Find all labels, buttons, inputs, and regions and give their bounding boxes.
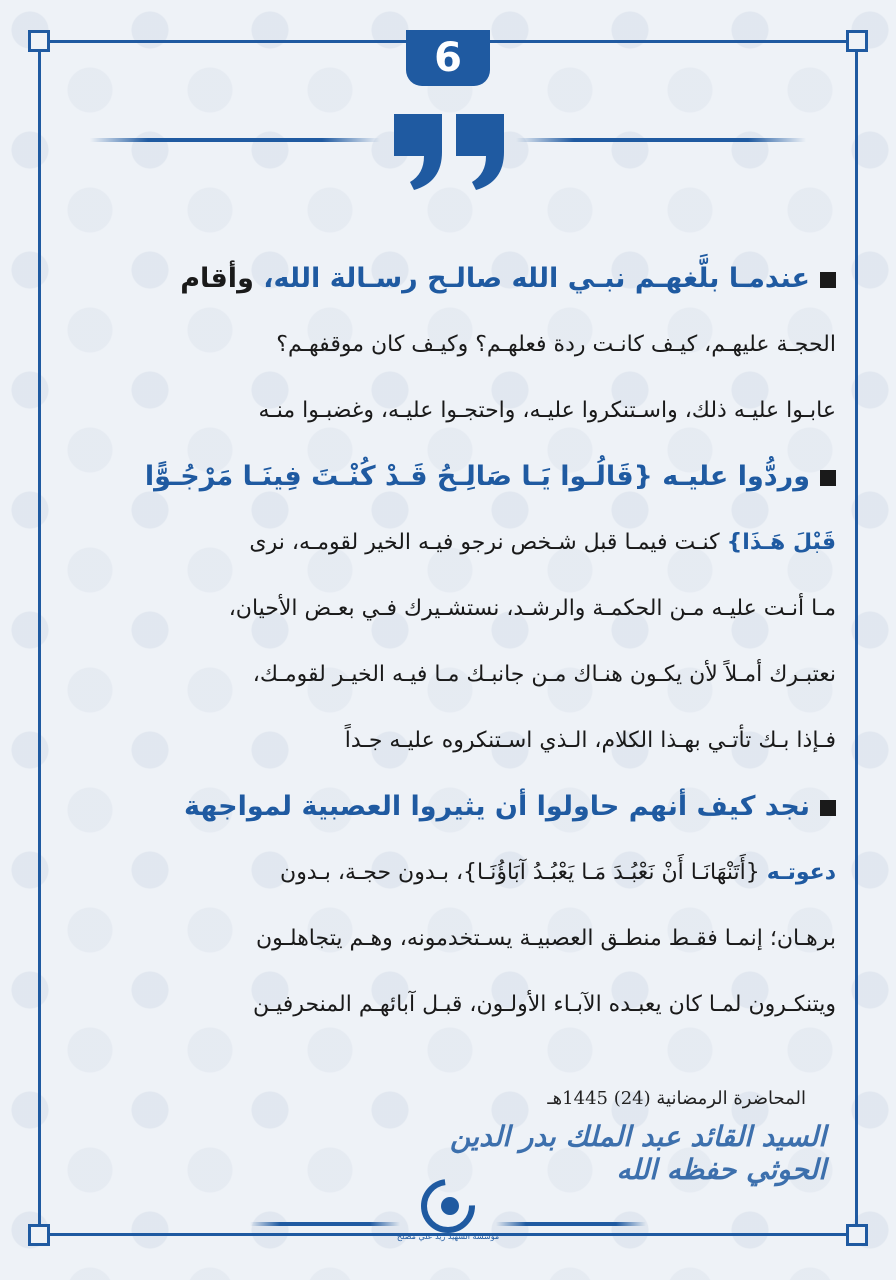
text-line xyxy=(60,972,836,1038)
corner-ornament-top-right xyxy=(846,30,868,52)
body-text: فـإذا بـك تأتـي بهـذا الكلام، الـذي اسـتنكروه عليـه جـداً xyxy=(344,728,836,753)
text-line xyxy=(60,774,836,840)
text-line xyxy=(60,840,836,906)
article-body xyxy=(60,246,836,1038)
text-line xyxy=(60,906,836,972)
body-text: عابـوا عليـه ذلك، واسـتنكروا عليـه، واحتجـوا عليـه، وغضبـوا منـه xyxy=(258,398,836,423)
body-text: مـا أنـت عليـه مـن الحكمـة والرشـد، نستشـيرك فـي بعـض الأحيان، xyxy=(228,596,836,621)
text-line xyxy=(60,708,836,774)
body-text: الحجـة عليهـم، كيـف كانـت ردة فعلهـم؟ وكيـف كان موقفهـم؟ xyxy=(276,332,836,357)
bullet-square-icon xyxy=(820,800,836,816)
highlighted-text: دعوتـه xyxy=(766,860,836,885)
lecture-reference: المحاضرة الرمضانية (24) 1445هـ xyxy=(547,1088,806,1109)
quote-mark-icon xyxy=(390,112,510,192)
body-text: ويتنكـرون لمـا كان يعبـده الآبـاء الأولـون، قبـل آبائهـم المنحرفيـن xyxy=(252,992,836,1017)
bullet-square-icon xyxy=(820,272,836,288)
highlighted-text: عندمـا بلَّغهـم نبـي الله صالـح رسـالة الله، xyxy=(263,263,810,294)
highlighted-text: وردُّوا عليـه {قَالُـوا يَـا صَالِـحُ قَـدْ كُنْـتَ فِينَـا مَرْجُـوًّا xyxy=(144,461,810,492)
logo-caption: مؤسسة الشهيد زيد علي مصلح xyxy=(396,1232,500,1241)
bullet-square-icon xyxy=(820,470,836,486)
footer-divider-left xyxy=(250,1222,400,1226)
body-text: كنـت فيمـا قبل شـخص نرجو فيـه الخير لقومـه، نرى xyxy=(249,530,727,555)
signature-calligraphy: السيد القائد عبد الملك بدر الدين الحوثي حفظه الله xyxy=(449,1120,826,1186)
foundation-logo-icon xyxy=(420,1178,476,1234)
body-text: برهـان؛ إنمـا فقـط منطـق العصبيـة يسـتخدمونه، وهـم يتجاهلـون xyxy=(255,926,836,951)
body-text: وأقام xyxy=(180,263,264,294)
page-number-badge: 6 xyxy=(406,30,490,86)
corner-ornament-top-left xyxy=(28,30,50,52)
body-text: نعتبـرك أمـلاً لأن يكـون هنـاك مـن جانبـك مـا فيـه الخيـر لقومـك، xyxy=(252,662,836,687)
text-line xyxy=(60,510,836,576)
text-line xyxy=(60,576,836,642)
text-line xyxy=(60,378,836,444)
text-line xyxy=(60,642,836,708)
text-line xyxy=(60,444,836,510)
highlighted-text: نجد كيف أنهم حاولوا أن يثيروا العصبية لمواجهة xyxy=(183,791,810,822)
text-line xyxy=(60,312,836,378)
divider-left xyxy=(90,138,380,142)
corner-ornament-bottom-right xyxy=(846,1224,868,1246)
text-line xyxy=(60,246,836,312)
divider-right xyxy=(516,138,806,142)
corner-ornament-bottom-left xyxy=(28,1224,50,1246)
highlighted-text: قَبْلَ هَـذَا} xyxy=(726,530,836,555)
body-text: {أَتَنْهَانَـا أَنْ نَعْبُـدَ مَـا يَعْبُـدُ آبَاؤُنَـا}، بـدون حجـة، بـدون xyxy=(280,860,767,885)
footer-divider-right xyxy=(496,1222,646,1226)
